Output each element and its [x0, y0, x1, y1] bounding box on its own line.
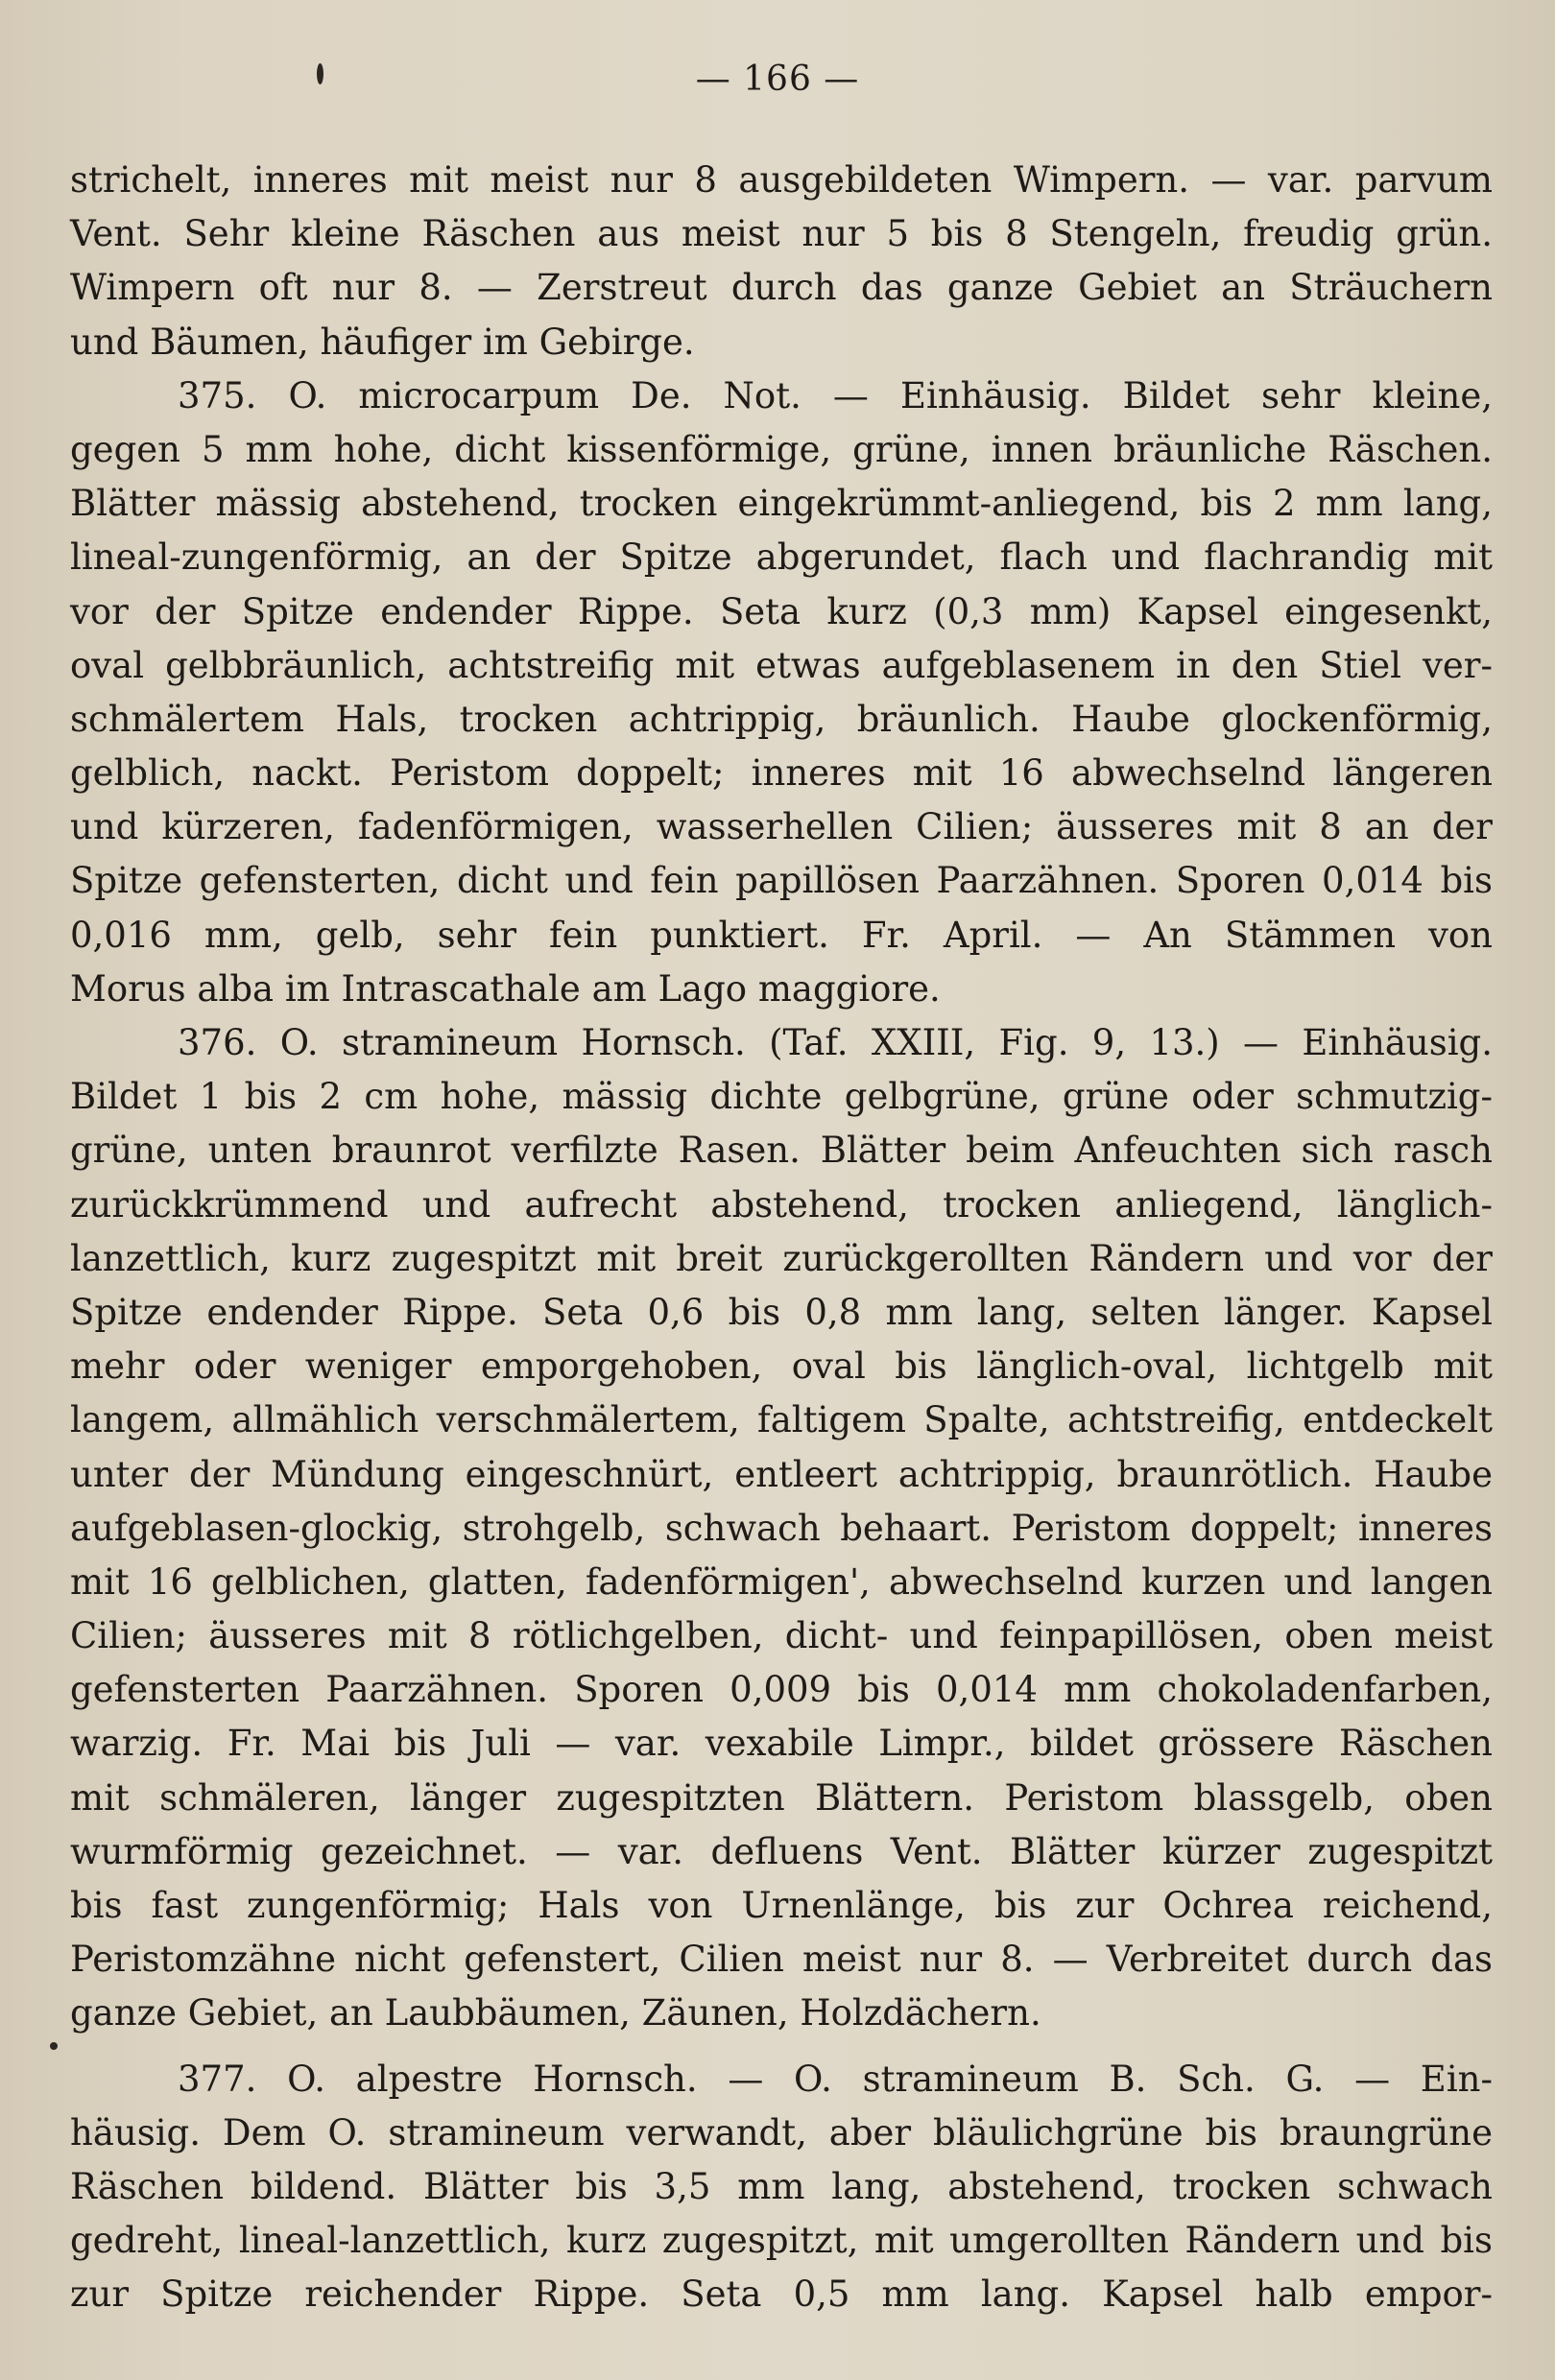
text-line: 0,016 mm, gelb, sehr fein punktiert. Fr. April. — An Stämmen von — [70, 914, 1493, 956]
text-line: zur Spitze reichender Rippe. Seta 0,5 mm lang. Kapsel halb empor- — [70, 2273, 1493, 2316]
text-line: langem, allmählich verschmälertem, faltigem Spalte, achtstreifig, entdeckelt — [70, 1399, 1493, 1441]
text-line: gegen 5 mm hohe, dicht kissenförmige, grüne, innen bräunliche Räschen. — [70, 428, 1493, 470]
text-line: aufgeblasen-glockig, strohgelb, schwach behaart. Peristom doppelt; inneres — [70, 1507, 1493, 1549]
text-line: warzig. Fr. Mai bis Juli — var. vexabile Limpr., bildet grössere Räschen — [70, 1723, 1493, 1765]
text-line: Spitze endender Rippe. Seta 0,6 bis 0,8 mm lang, selten länger. Kapsel — [70, 1291, 1493, 1333]
text-line: ganze Gebiet, an Laubbäumen, Zäunen, Holzdächern. — [70, 1992, 1041, 2035]
text-line: gefensterten Paarzähnen. Sporen 0,009 bis 0,014 mm chokoladenfarben, — [70, 1669, 1493, 1711]
text-line: schmälertem Hals, trocken achtrippig, bräunlich. Haube glockenförmig, — [70, 698, 1493, 740]
text-line: gedreht, lineal-lanzettlich, kurz zugespitzt, mit umgerollten Rändern und bis — [70, 2220, 1493, 2262]
text-line: zurückkrümmend und aufrecht abstehend, trocken anliegend, länglich- — [70, 1183, 1493, 1226]
text-line: Bildet 1 bis 2 cm hohe, mässig dichte gelbgrüne, grüne oder schmutzig- — [70, 1076, 1493, 1118]
text-line: und kürzeren, fadenförmigen, wasserhellen Cilien; äusseres mit 8 an der — [70, 806, 1493, 848]
text-line: und Bäumen, häufiger im Gebirge. — [70, 321, 695, 363]
text-line: wurmförmig gezeichnet. — var. defluens Vent. Blätter kürzer zugespitzt — [70, 1830, 1493, 1872]
text-line: Blätter mässig abstehend, trocken eingekrümmt-anliegend, bis 2 mm lang, — [70, 483, 1493, 525]
text-line: häusig. Dem O. stramineum verwandt, aber bläulichgrüne bis braungrüne — [70, 2111, 1493, 2154]
text-line: grüne, unten braunrot verfilzte Rasen. Blätter beim Anfeuchten sich rasch — [70, 1130, 1493, 1172]
text-line: Peristomzähne nicht gefenstert, Cilien meist nur 8. — Verbreitet durch das — [70, 1939, 1493, 1981]
text-line: strichelt, inneres mit meist nur 8 ausgebildeten Wimpern. — var. parvum — [70, 159, 1493, 201]
text-line: mit 16 gelblichen, glatten, fadenförmigen', abwechselnd kurzen und langen — [70, 1560, 1493, 1603]
entry-376-heading-line: 376. O. stramineum Hornsch. (Taf. XXIII, Fig. 9, 13.) — Einhäusig. — [178, 1022, 1493, 1063]
text-line: oval gelbbräunlich, achtstreifig mit etwas aufgeblasenem in den Stiel ver- — [70, 644, 1493, 686]
entry-377-heading-line: 377. O. alpestre Hornsch. — O. stramineum B. Sch. G. — Ein- — [178, 2058, 1493, 2100]
text-line: unter der Mündung eingeschnürt, entleert achtrippig, braunrötlich. Haube — [70, 1453, 1493, 1495]
text-line: Räschen bildend. Blätter bis 3,5 mm lang, abstehend, trocken schwach — [70, 2165, 1493, 2207]
page-number: — 166 — — [695, 60, 860, 99]
ink-speck — [50, 2042, 58, 2050]
ink-speck — [317, 63, 323, 84]
text-line: lanzettlich, kurz zugespitzt mit breit zurückgerollten Rändern und vor der — [70, 1237, 1493, 1279]
text-line: gelblich, nackt. Peristom doppelt; inneres mit 16 abwechselnd längeren — [70, 752, 1493, 795]
entry-375-heading-line: 375. O. microcarpum De. Not. — Einhäusig. Bildet sehr kleine, — [178, 374, 1493, 416]
text-line: Morus alba im Intrascathale am Lago maggiore. — [70, 967, 941, 1010]
text-line: Cilien; äusseres mit 8 rötlichgelben, dicht- und feinpapillösen, oben meist — [70, 1615, 1493, 1657]
text-line: Wimpern oft nur 8. — Zerstreut durch das ganze Gebiet an Sträuchern — [70, 267, 1493, 309]
text-line: lineal-zungenförmig, an der Spitze abgerundet, flach und flachrandig mit — [70, 536, 1493, 579]
page-body — [70, 154, 1493, 2322]
text-line: mit schmäleren, länger zugespitzten Blättern. Peristom blassgelb, oben — [70, 1776, 1493, 1819]
text-line: bis fast zungenförmig; Hals von Urnenlänge, bis zur Ochrea reichend, — [70, 1885, 1493, 1926]
text-line: mehr oder weniger emporgehoben, oval bis länglich-oval, lichtgelb mit — [70, 1345, 1493, 1388]
text-line: vor der Spitze endender Rippe. Seta kurz (0,3 mm) Kapsel eingesenkt, — [70, 590, 1493, 632]
text-line: Spitze gefensterten, dicht und fein papillösen Paarzähnen. Sporen 0,014 bis — [70, 860, 1493, 902]
text-line: Vent. Sehr kleine Räschen aus meist nur 5 bis 8 Stengeln, freudig grün. — [70, 213, 1493, 255]
